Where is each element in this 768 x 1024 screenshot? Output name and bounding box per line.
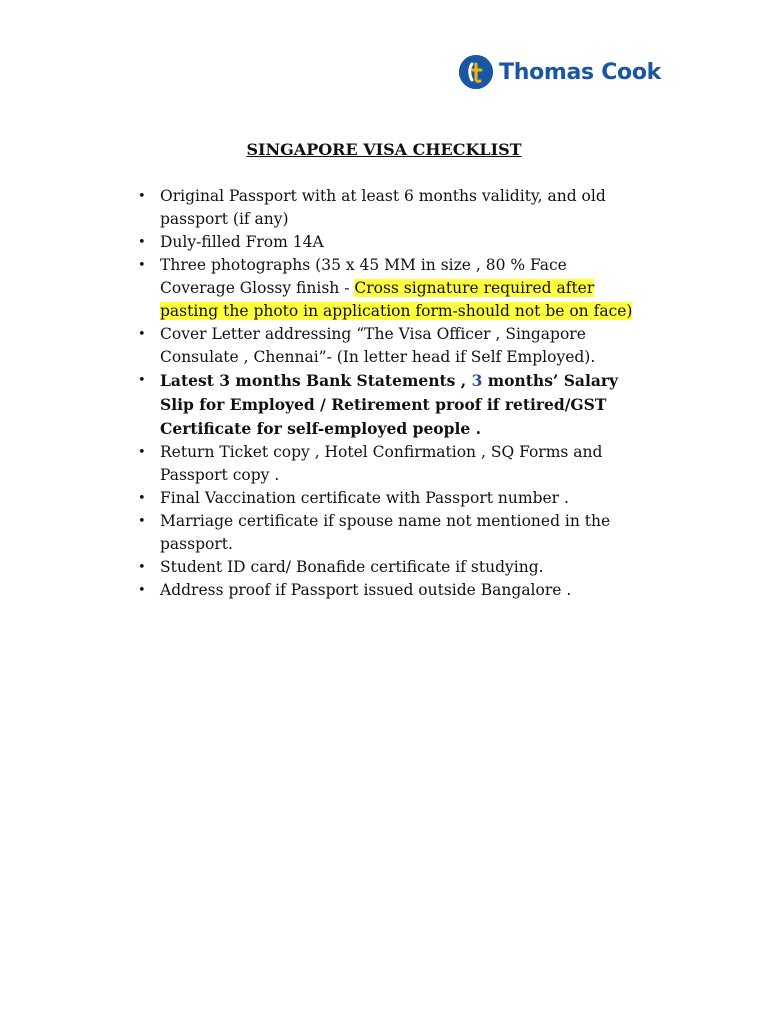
item-text: Duly-filled From 14A	[160, 233, 324, 251]
item-accent-number: 3	[471, 371, 483, 390]
list-item	[138, 556, 633, 579]
thomas-cook-logo	[459, 55, 661, 89]
list-item	[138, 510, 633, 556]
list-item	[138, 185, 633, 231]
bullet-icon: •	[138, 560, 146, 575]
list-item	[138, 441, 633, 487]
bullet-icon: •	[138, 258, 146, 273]
list-item	[138, 487, 633, 510]
list-item	[138, 231, 633, 254]
bullet-icon: •	[138, 373, 146, 388]
item-text: Student ID card/ Bonafide certificate if studying.	[160, 558, 544, 576]
list-item	[138, 323, 633, 369]
bullet-icon: •	[138, 445, 146, 460]
item-text: Original Passport with at least 6 months validity, and old passport (if any)	[160, 187, 606, 228]
list-item	[138, 254, 633, 323]
item-text: Address proof if Passport issued outside Bangalore .	[160, 581, 572, 599]
item-text: Three photographs (35 x 45 MM in size , 80 % Face Coverage Glossy finish -	[160, 256, 567, 297]
item-text: Marriage certificate if spouse name not mentioned in the passport.	[160, 512, 611, 553]
bullet-icon: •	[138, 583, 146, 598]
checklist	[138, 185, 633, 602]
item-text: Return Ticket copy , Hotel Confirmation , SQ Forms and Passport copy .	[160, 443, 603, 484]
item-text: Cover Letter addressing “The Visa Officer , Singapore Consulate , Chennai”- (In letter head if Self Employed).	[160, 325, 596, 366]
item-text-bold: months’ Salary Slip for Employed / Retirement proof if retired/GST Certificate for self-employed people .	[160, 371, 619, 438]
page-title: SINGAPORE VISA CHECKLIST	[246, 140, 522, 159]
list-item	[138, 369, 633, 441]
list-item	[138, 579, 633, 602]
bullet-icon: •	[138, 327, 146, 342]
highlighted-note: Cross signature required after pasting the photo in application form-should not be on face)	[160, 279, 633, 320]
thomas-cook-globe-icon	[459, 55, 493, 89]
item-text: Final Vaccination certificate with Passport number .	[160, 489, 569, 507]
item-text-bold: Latest 3 months Bank Statements ,	[160, 371, 472, 390]
bullet-icon: •	[138, 514, 146, 529]
bullet-icon: •	[138, 235, 146, 250]
bullet-icon: •	[138, 189, 146, 204]
brand-name: Thomas Cook	[499, 59, 662, 85]
bullet-icon: •	[138, 491, 146, 506]
